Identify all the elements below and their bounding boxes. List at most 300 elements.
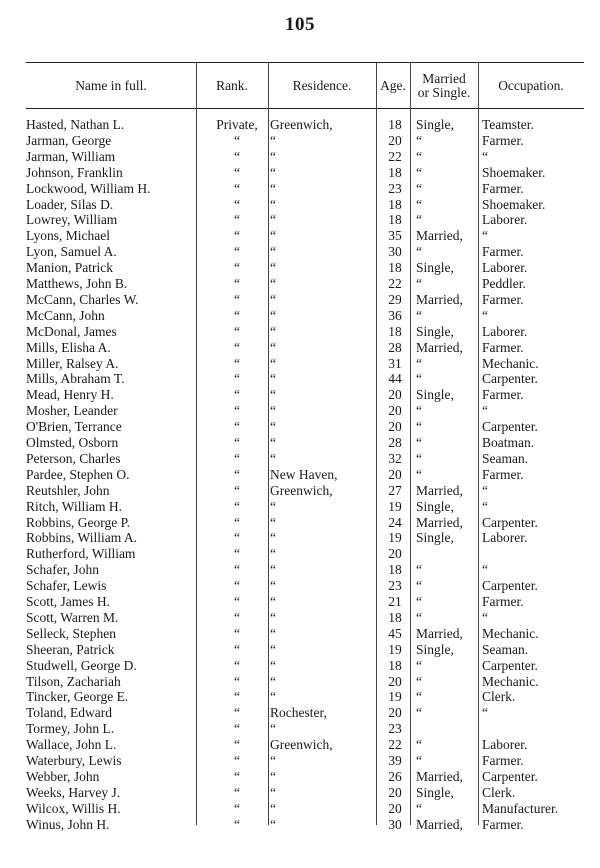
- cell-age: 19: [388, 689, 402, 705]
- cell-occupation: Farmer.: [482, 180, 524, 196]
- cell-residence: “: [270, 228, 276, 244]
- cell-married-or-single: “: [416, 244, 422, 260]
- table-row: [26, 515, 584, 531]
- cell-residence: “: [270, 546, 276, 562]
- cell-age: 20: [388, 546, 402, 562]
- cell-married-or-single: “: [416, 180, 422, 196]
- cell-name: Robbins, George P.: [26, 514, 131, 530]
- header-name: Name in full.: [75, 77, 147, 93]
- cell-married-or-single: Single,: [416, 641, 454, 657]
- cell-residence: “: [270, 753, 276, 768]
- cell-age: 31: [388, 355, 402, 371]
- table-row: [26, 626, 584, 642]
- cell-married-or-single: “: [416, 753, 422, 768]
- cell-residence: “: [270, 800, 276, 816]
- table-row: [26, 546, 584, 562]
- cell-residence: “: [270, 196, 276, 212]
- header-rule-bottom: [26, 108, 584, 109]
- cell-rank: “: [234, 276, 240, 291]
- cell-age: 20: [388, 419, 402, 435]
- table-row: [26, 594, 584, 610]
- cell-rank: “: [234, 339, 240, 355]
- cell-occupation: Laborer.: [482, 737, 528, 753]
- table-row: [26, 435, 584, 451]
- cell-occupation: Farmer.: [482, 816, 524, 832]
- cell-occupation: Farmer.: [482, 339, 524, 355]
- cell-age: 20: [388, 673, 402, 689]
- table-row: [26, 610, 584, 626]
- cell-occupation: Clerk.: [482, 689, 516, 705]
- cell-married-or-single: Married,: [416, 514, 463, 530]
- cell-rank: “: [234, 419, 240, 435]
- table-row: [26, 499, 584, 515]
- cell-rank: “: [234, 482, 240, 498]
- cell-age: 20: [388, 784, 402, 800]
- cell-residence: “: [270, 371, 276, 387]
- cell-married-or-single: Single,: [416, 387, 454, 403]
- table-row: [26, 371, 584, 387]
- cell-occupation: Shoemaker.: [482, 196, 546, 212]
- cell-age: 18: [388, 117, 402, 132]
- cell-occupation: Teamster.: [482, 117, 534, 132]
- cell-name: Sheeran, Patrick: [26, 641, 115, 657]
- cell-name: Mosher, Leander: [26, 403, 118, 419]
- cell-rank: “: [234, 609, 240, 625]
- cell-residence: “: [270, 435, 276, 450]
- cell-rank: “: [234, 466, 240, 482]
- cell-occupation: Manufacturer.: [482, 800, 559, 816]
- cell-occupation: “: [482, 498, 488, 514]
- cell-rank: “: [234, 180, 240, 196]
- cell-rank: “: [234, 403, 240, 419]
- table-row: [26, 562, 584, 578]
- cell-rank: “: [234, 132, 240, 148]
- cell-rank: “: [234, 164, 240, 180]
- table-row: [26, 244, 584, 260]
- cell-residence: New Haven,: [270, 466, 338, 482]
- page-number: 105: [285, 14, 315, 35]
- cell-rank: “: [234, 768, 240, 784]
- cell-rank: “: [234, 228, 240, 244]
- cell-residence: “: [270, 387, 276, 403]
- cell-age: 28: [388, 339, 402, 355]
- cell-rank: Private,: [216, 117, 258, 132]
- cell-rank: “: [234, 514, 240, 530]
- table-row: [26, 705, 584, 721]
- cell-name: Jarman, George: [26, 132, 112, 148]
- table-row: [26, 801, 584, 817]
- cell-residence: Greenwich,: [270, 117, 333, 132]
- cell-residence: “: [270, 784, 276, 800]
- cell-occupation: Clerk.: [482, 784, 516, 800]
- cell-married-or-single: Married,: [416, 768, 463, 784]
- cell-occupation: “: [482, 562, 488, 578]
- cell-name: Miller, Ralsey A.: [26, 355, 119, 371]
- cell-occupation: Farmer.: [482, 132, 524, 148]
- cell-rank: “: [234, 387, 240, 403]
- cell-residence: “: [270, 403, 276, 419]
- cell-married-or-single: “: [416, 673, 422, 689]
- cell-age: 30: [388, 816, 402, 832]
- cell-residence: “: [270, 641, 276, 657]
- cell-residence: “: [270, 276, 276, 291]
- table-row: [26, 165, 584, 181]
- cell-occupation: Farmer.: [482, 244, 524, 260]
- cell-occupation: Mechanic.: [482, 625, 539, 641]
- cell-age: 28: [388, 435, 402, 450]
- cell-married-or-single: “: [416, 562, 422, 578]
- cell-name: Tormey, John L.: [26, 721, 115, 737]
- cell-name: Scott, Warren M.: [26, 609, 119, 625]
- cell-married-or-single: Single,: [416, 498, 454, 514]
- cell-rank: “: [234, 196, 240, 212]
- cell-rank: “: [234, 244, 240, 260]
- cell-rank: “: [234, 753, 240, 768]
- header-married-line1: Married: [422, 70, 466, 86]
- cell-rank: “: [234, 800, 240, 816]
- cell-married-or-single: “: [416, 307, 422, 323]
- cell-occupation: “: [482, 148, 488, 164]
- cell-age: 44: [388, 371, 402, 387]
- cell-rank: “: [234, 578, 240, 594]
- cell-name: Olmsted, Osborn: [26, 435, 119, 450]
- cell-name: Wilcox, Willis H.: [26, 800, 121, 816]
- cell-occupation: Mechanic.: [482, 355, 539, 371]
- cell-age: 18: [388, 260, 402, 276]
- cell-name: Schafer, Lewis: [26, 578, 107, 594]
- cell-name: Reutshler, John: [26, 482, 110, 498]
- table-row: [26, 117, 584, 133]
- cell-married-or-single: “: [416, 737, 422, 753]
- cell-name: Manion, Patrick: [26, 260, 113, 276]
- table-row: [26, 674, 584, 690]
- cell-age: 21: [388, 594, 402, 609]
- cell-married-or-single: “: [416, 355, 422, 371]
- cell-occupation: Carpenter.: [482, 419, 538, 435]
- cell-age: 18: [388, 164, 402, 180]
- cell-name: Matthews, John B.: [26, 276, 128, 291]
- table-row: [26, 324, 584, 340]
- cell-name: Pardee, Stephen O.: [26, 466, 130, 482]
- table-row: [26, 181, 584, 197]
- table-row: [26, 403, 584, 419]
- cell-occupation: Laborer.: [482, 530, 528, 546]
- table-row: [26, 260, 584, 276]
- cell-occupation: “: [482, 307, 488, 323]
- table-row: [26, 483, 584, 499]
- cell-age: 30: [388, 244, 402, 260]
- cell-occupation: Farmer.: [482, 466, 524, 482]
- table-row: [26, 276, 584, 292]
- cell-residence: “: [270, 562, 276, 578]
- cell-residence: “: [270, 514, 276, 530]
- cell-occupation: Mechanic.: [482, 673, 539, 689]
- cell-married-or-single: “: [416, 800, 422, 816]
- cell-married-or-single: “: [416, 132, 422, 148]
- cell-rank: “: [234, 721, 240, 737]
- cell-age: 26: [388, 768, 402, 784]
- table-row: [26, 228, 584, 244]
- cell-name: Rutherford, William: [26, 546, 136, 562]
- cell-age: 22: [388, 276, 402, 291]
- cell-name: Hasted, Nathan L.: [26, 117, 125, 132]
- cell-residence: “: [270, 323, 276, 339]
- cell-age: 20: [388, 466, 402, 482]
- cell-rank: “: [234, 435, 240, 450]
- table-row: [26, 658, 584, 674]
- cell-married-or-single: Married,: [416, 625, 463, 641]
- cell-age: 18: [388, 196, 402, 212]
- cell-name: McDonal, James: [26, 323, 117, 339]
- cell-age: 36: [388, 307, 402, 323]
- cell-rank: “: [234, 816, 240, 832]
- cell-residence: “: [270, 307, 276, 323]
- cell-residence: “: [270, 339, 276, 355]
- cell-occupation: Carpenter.: [482, 657, 538, 673]
- cell-name: Scott, James H.: [26, 594, 110, 609]
- cell-rank: “: [234, 689, 240, 705]
- cell-age: 19: [388, 641, 402, 657]
- cell-age: 19: [388, 498, 402, 514]
- cell-rank: “: [234, 673, 240, 689]
- cell-residence: “: [270, 132, 276, 148]
- cell-residence: “: [270, 689, 276, 705]
- cell-rank: “: [234, 260, 240, 276]
- cell-occupation: Seaman.: [482, 641, 529, 657]
- cell-age: 18: [388, 212, 402, 228]
- cell-residence: “: [270, 721, 276, 737]
- table-row: [26, 530, 584, 546]
- cell-rank: “: [234, 355, 240, 371]
- cell-occupation: Farmer.: [482, 387, 524, 403]
- cell-rank: “: [234, 784, 240, 800]
- header-married-line2: or Single.: [417, 84, 471, 100]
- cell-married-or-single: Single,: [416, 784, 454, 800]
- cell-residence: “: [270, 419, 276, 435]
- cell-married-or-single: Married,: [416, 816, 463, 832]
- cell-age: 29: [388, 291, 402, 307]
- cell-age: 27: [388, 482, 402, 498]
- table-row: [26, 578, 584, 594]
- cell-residence: “: [270, 768, 276, 784]
- cell-occupation: “: [482, 482, 488, 498]
- table-row: [26, 149, 584, 165]
- cell-residence: “: [270, 498, 276, 514]
- cell-married-or-single: Single,: [416, 323, 454, 339]
- cell-married-or-single: “: [416, 276, 422, 291]
- cell-married-or-single: “: [416, 609, 422, 625]
- cell-residence: Greenwich,: [270, 737, 333, 753]
- header-rank: Rank.: [216, 77, 248, 93]
- cell-occupation: Laborer.: [482, 323, 528, 339]
- cell-age: 24: [388, 514, 402, 530]
- cell-name: Johnson, Franklin: [26, 164, 123, 180]
- cell-occupation: Carpenter.: [482, 514, 538, 530]
- cell-residence: “: [270, 260, 276, 276]
- cell-age: 19: [388, 530, 402, 546]
- cell-rank: “: [234, 657, 240, 673]
- cell-residence: “: [270, 530, 276, 546]
- cell-age: 39: [388, 753, 402, 768]
- cell-rank: “: [234, 546, 240, 562]
- cell-residence: “: [270, 594, 276, 609]
- cell-residence: Greenwich,: [270, 482, 333, 498]
- cell-married-or-single: Married,: [416, 339, 463, 355]
- cell-residence: “: [270, 180, 276, 196]
- cell-occupation: Shoemaker.: [482, 164, 546, 180]
- cell-age: 22: [388, 148, 402, 164]
- cell-name: O'Brien, Terrance: [26, 419, 122, 435]
- cell-name: Selleck, Stephen: [26, 625, 116, 641]
- cell-married-or-single: “: [416, 164, 422, 180]
- cell-occupation: “: [482, 609, 488, 625]
- table-row: [26, 467, 584, 483]
- cell-rank: “: [234, 625, 240, 641]
- cell-married-or-single: “: [416, 450, 422, 466]
- cell-occupation: Boatman.: [482, 435, 535, 450]
- cell-age: 23: [388, 721, 402, 737]
- cell-married-or-single: Married,: [416, 482, 463, 498]
- cell-married-or-single: “: [416, 148, 422, 164]
- cell-name: Lyons, Michael: [26, 228, 110, 244]
- cell-residence: “: [270, 673, 276, 689]
- cell-married-or-single: “: [416, 594, 422, 609]
- cell-age: 20: [388, 132, 402, 148]
- cell-rank: “: [234, 562, 240, 578]
- cell-married-or-single: Single,: [416, 117, 454, 132]
- cell-occupation: “: [482, 228, 488, 244]
- cell-residence: “: [270, 657, 276, 673]
- cell-married-or-single: Single,: [416, 260, 454, 276]
- cell-age: 22: [388, 737, 402, 753]
- cell-married-or-single: “: [416, 689, 422, 705]
- cell-age: 45: [388, 625, 402, 641]
- cell-married-or-single: Married,: [416, 291, 463, 307]
- cell-name: Jarman, William: [26, 148, 116, 164]
- cell-occupation: Carpenter.: [482, 578, 538, 594]
- cell-residence: “: [270, 244, 276, 260]
- header-occupation: Occupation.: [498, 77, 564, 93]
- cell-age: 18: [388, 562, 402, 578]
- cell-occupation: Farmer.: [482, 291, 524, 307]
- cell-married-or-single: Married,: [416, 228, 463, 244]
- cell-age: 18: [388, 323, 402, 339]
- table-row: [26, 689, 584, 705]
- cell-occupation: Laborer.: [482, 212, 528, 228]
- cell-name: Webber, John: [26, 768, 100, 784]
- cell-rank: “: [234, 450, 240, 466]
- cell-name: Mead, Henry H.: [26, 387, 114, 403]
- cell-married-or-single: “: [416, 196, 422, 212]
- header-residence: Residence.: [292, 77, 352, 93]
- cell-rank: “: [234, 498, 240, 514]
- cell-age: 35: [388, 228, 402, 244]
- cell-rank: “: [234, 530, 240, 546]
- table-row: [26, 419, 584, 435]
- cell-residence: “: [270, 578, 276, 594]
- cell-name: Studwell, George D.: [26, 657, 137, 673]
- cell-rank: “: [234, 594, 240, 609]
- cell-married-or-single: “: [416, 371, 422, 387]
- header-age: Age.: [380, 77, 406, 93]
- table-row: [26, 356, 584, 372]
- cell-name: Tincker, George E.: [26, 689, 129, 705]
- cell-married-or-single: Single,: [416, 530, 454, 546]
- cell-name: Lockwood, William H.: [26, 180, 151, 196]
- cell-residence: “: [270, 355, 276, 371]
- cell-name: Wallace, John L.: [26, 737, 117, 753]
- cell-residence: “: [270, 609, 276, 625]
- cell-residence: “: [270, 816, 276, 832]
- cell-name: Weeks, Harvey J.: [26, 784, 121, 800]
- table-row: [26, 769, 584, 785]
- cell-occupation: Farmer.: [482, 594, 524, 609]
- cell-occupation: Seaman.: [482, 450, 529, 466]
- cell-rank: “: [234, 737, 240, 753]
- cell-occupation: Carpenter.: [482, 768, 538, 784]
- table-row: [26, 212, 584, 228]
- cell-name: Peterson, Charles: [26, 450, 121, 466]
- cell-name: McCann, Charles W.: [26, 291, 139, 307]
- cell-married-or-single: “: [416, 466, 422, 482]
- cell-rank: “: [234, 641, 240, 657]
- cell-occupation: Farmer.: [482, 753, 524, 768]
- cell-occupation: “: [482, 705, 488, 721]
- cell-rank: “: [234, 212, 240, 228]
- cell-married-or-single: “: [416, 419, 422, 435]
- table-row: [26, 133, 584, 149]
- table-row: [26, 197, 584, 213]
- cell-age: 32: [388, 450, 402, 466]
- cell-residence: “: [270, 450, 276, 466]
- table-row: [26, 308, 584, 324]
- cell-name: Schafer, John: [26, 562, 99, 578]
- cell-age: 20: [388, 387, 402, 403]
- cell-age: 20: [388, 800, 402, 816]
- cell-name: Waterbury, Lewis: [26, 753, 122, 768]
- table-row: [26, 785, 584, 801]
- cell-married-or-single: “: [416, 578, 422, 594]
- cell-occupation: Carpenter.: [482, 371, 538, 387]
- cell-age: 18: [388, 609, 402, 625]
- cell-name: Tilson, Zachariah: [26, 673, 121, 689]
- cell-name: Robbins, William A.: [26, 530, 137, 546]
- cell-occupation: “: [482, 403, 488, 419]
- cell-rank: “: [234, 307, 240, 323]
- cell-married-or-single: “: [416, 657, 422, 673]
- cell-name: Toland, Edward: [26, 705, 113, 721]
- cell-married-or-single: “: [416, 403, 422, 419]
- table-row: [26, 642, 584, 658]
- cell-name: McCann, John: [26, 307, 105, 323]
- cell-rank: “: [234, 291, 240, 307]
- cell-rank: “: [234, 371, 240, 387]
- cell-occupation: Peddler.: [482, 276, 526, 291]
- cell-married-or-single: “: [416, 435, 422, 450]
- cell-name: Ritch, William H.: [26, 498, 122, 514]
- cell-name: Mills, Abraham T.: [26, 371, 125, 387]
- cell-rank: “: [234, 323, 240, 339]
- table-row: [26, 387, 584, 403]
- cell-age: 20: [388, 705, 402, 721]
- cell-age: 23: [388, 180, 402, 196]
- table-row: [26, 753, 584, 769]
- header-married-or-single: [410, 63, 478, 108]
- cell-residence: “: [270, 291, 276, 307]
- cell-residence: “: [270, 148, 276, 164]
- cell-rank: “: [234, 705, 240, 721]
- table-row: [26, 340, 584, 356]
